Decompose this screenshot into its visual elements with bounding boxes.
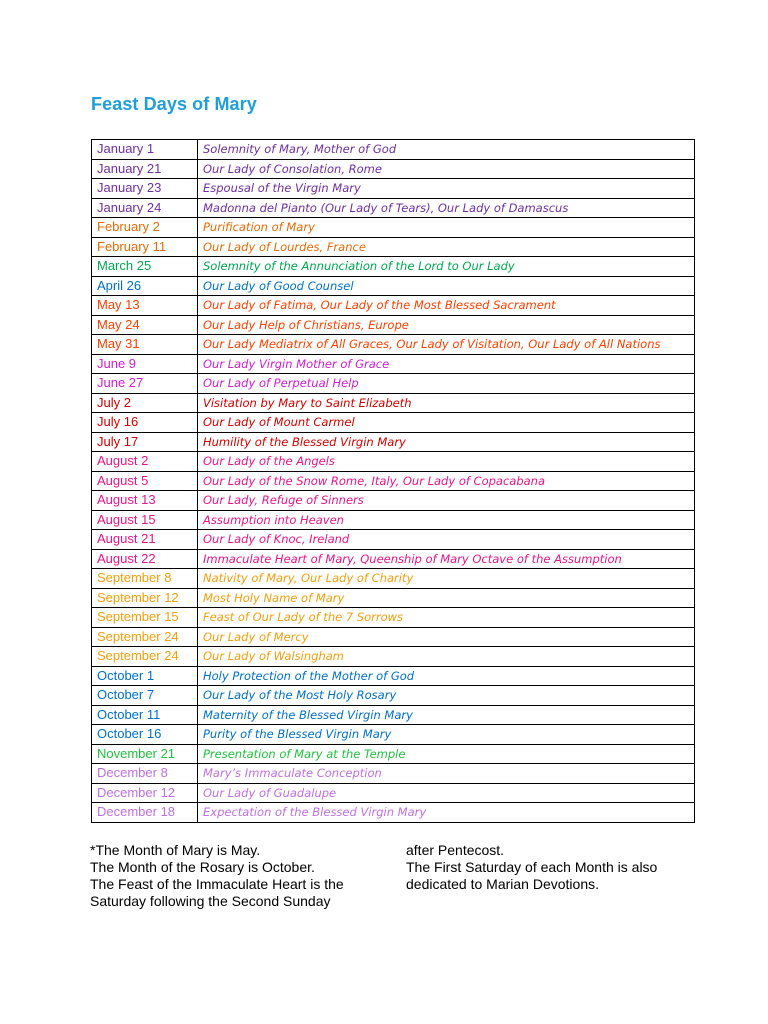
table-row	[92, 179, 695, 199]
table-row	[92, 725, 695, 745]
feast-name: Most Holy Name of Mary	[198, 588, 695, 608]
feast-name: Assumption into Heaven	[198, 510, 695, 530]
feast-name: Our Lady, Refuge of Sinners	[198, 491, 695, 511]
feast-name: Our Lady of Walsingham	[198, 647, 695, 667]
note-line: The First Saturday of each Month is also	[406, 859, 658, 875]
table-row	[92, 549, 695, 569]
feast-name: Solemnity of Mary, Mother of God	[198, 140, 695, 160]
feast-date: April 26	[92, 276, 198, 296]
feast-name: Our Lady of Lourdes, France	[198, 237, 695, 257]
notes-right-column	[406, 842, 696, 893]
table-row	[92, 803, 695, 823]
feast-name: Our Lady of Knoc, Ireland	[198, 530, 695, 550]
feast-name: Our Lady Mediatrix of All Graces, Our Lady of Visitation, Our Lady of All Nations	[198, 335, 695, 355]
table-row	[92, 647, 695, 667]
table-row	[92, 237, 695, 257]
table-row	[92, 491, 695, 511]
table-row	[92, 315, 695, 335]
feast-date: August 2	[92, 452, 198, 472]
feast-name: Our Lady of Mount Carmel	[198, 413, 695, 433]
note-line: The Feast of the Immaculate Heart is the	[90, 876, 344, 892]
feast-name: Our Lady of Good Counsel	[198, 276, 695, 296]
table-row	[92, 374, 695, 394]
feast-name: Solemnity of the Annunciation of the Lord to Our Lady	[198, 257, 695, 277]
feast-name: Our Lady of Fatima, Our Lady of the Most Blessed Sacrament	[198, 296, 695, 316]
feast-date: August 5	[92, 471, 198, 491]
feast-name: Our Lady of Consolation, Rome	[198, 159, 695, 179]
feast-date: August 13	[92, 491, 198, 511]
feast-name: Our Lady of the Angels	[198, 452, 695, 472]
table-row	[92, 198, 695, 218]
table-row	[92, 413, 695, 433]
table-row	[92, 686, 695, 706]
table-row	[92, 257, 695, 277]
table-row	[92, 393, 695, 413]
feast-name: Espousal of the Virgin Mary	[198, 179, 695, 199]
feast-name: Our Lady Help of Christians, Europe	[198, 315, 695, 335]
feast-date: July 16	[92, 413, 198, 433]
feast-name: Immaculate Heart of Mary, Queenship of Mary Octave of the Assumption	[198, 549, 695, 569]
page-title: Feast Days of Mary	[91, 94, 257, 114]
feast-date: December 8	[92, 764, 198, 784]
feast-date: February 2	[92, 218, 198, 238]
feast-name: Presentation of Mary at the Temple	[198, 744, 695, 764]
feast-name: Visitation by Mary to Saint Elizabeth	[198, 393, 695, 413]
table-row	[92, 588, 695, 608]
table-row	[92, 432, 695, 452]
feast-days-table	[91, 139, 695, 823]
feast-name: Our Lady of the Snow Rome, Italy, Our Lady of Copacabana	[198, 471, 695, 491]
table-row	[92, 140, 695, 160]
note-line: The Month of the Rosary is October.	[90, 859, 315, 875]
table-row	[92, 627, 695, 647]
feast-name: Purification of Mary	[198, 218, 695, 238]
feast-name: Our Lady of Mercy	[198, 627, 695, 647]
notes-left-column	[90, 842, 380, 910]
feast-date: September 12	[92, 588, 198, 608]
feast-name: Humility of the Blessed Virgin Mary	[198, 432, 695, 452]
feast-name: Maternity of the Blessed Virgin Mary	[198, 705, 695, 725]
feast-date: October 1	[92, 666, 198, 686]
feast-date: December 18	[92, 803, 198, 823]
feast-date: January 21	[92, 159, 198, 179]
feast-name: Nativity of Mary, Our Lady of Charity	[198, 569, 695, 589]
feast-name: Our Lady of Guadalupe	[198, 783, 695, 803]
feast-name: Holy Protection of the Mother of God	[198, 666, 695, 686]
feast-name: Our Lady of the Most Holy Rosary	[198, 686, 695, 706]
table-row	[92, 744, 695, 764]
feast-name: Feast of Our Lady of the 7 Sorrows	[198, 608, 695, 628]
table-row	[92, 218, 695, 238]
feast-name: Madonna del Pianto (Our Lady of Tears), Our Lady of Damascus	[198, 198, 695, 218]
feast-date: November 21	[92, 744, 198, 764]
feast-table-body	[92, 140, 695, 823]
table-row	[92, 705, 695, 725]
feast-name: Our Lady of Perpetual Help	[198, 374, 695, 394]
table-row	[92, 666, 695, 686]
feast-name: Purity of the Blessed Virgin Mary	[198, 725, 695, 745]
table-row	[92, 510, 695, 530]
feast-date: October 11	[92, 705, 198, 725]
table-row	[92, 530, 695, 550]
feast-date: July 17	[92, 432, 198, 452]
feast-date: December 12	[92, 783, 198, 803]
feast-date: February 11	[92, 237, 198, 257]
table-row	[92, 159, 695, 179]
feast-date: August 22	[92, 549, 198, 569]
table-row	[92, 569, 695, 589]
table-row	[92, 452, 695, 472]
feast-date: September 15	[92, 608, 198, 628]
feast-date: January 24	[92, 198, 198, 218]
table-row	[92, 276, 695, 296]
table-row	[92, 296, 695, 316]
table-row	[92, 608, 695, 628]
table-row	[92, 764, 695, 784]
note-line: Saturday following the Second Sunday	[90, 893, 331, 909]
feast-date: October 7	[92, 686, 198, 706]
feast-name: Mary’s Immaculate Conception	[198, 764, 695, 784]
feast-date: January 1	[92, 140, 198, 160]
note-line: dedicated to Marian Devotions.	[406, 876, 599, 892]
feast-date: June 9	[92, 354, 198, 374]
feast-date: September 24	[92, 627, 198, 647]
feast-date: May 13	[92, 296, 198, 316]
feast-date: May 24	[92, 315, 198, 335]
feast-date: September 24	[92, 647, 198, 667]
note-line: *The Month of Mary is May.	[90, 842, 261, 858]
note-line: after Pentecost.	[406, 842, 505, 858]
table-row	[92, 471, 695, 491]
feast-date: January 23	[92, 179, 198, 199]
feast-name: Our Lady Virgin Mother of Grace	[198, 354, 695, 374]
table-row	[92, 354, 695, 374]
feast-date: October 16	[92, 725, 198, 745]
feast-date: May 31	[92, 335, 198, 355]
feast-date: July 2	[92, 393, 198, 413]
feast-date: September 8	[92, 569, 198, 589]
table-row	[92, 783, 695, 803]
feast-name: Expectation of the Blessed Virgin Mary	[198, 803, 695, 823]
feast-date: March 25	[92, 257, 198, 277]
feast-date: August 21	[92, 530, 198, 550]
table-row	[92, 335, 695, 355]
feast-date: June 27	[92, 374, 198, 394]
feast-date: August 15	[92, 510, 198, 530]
